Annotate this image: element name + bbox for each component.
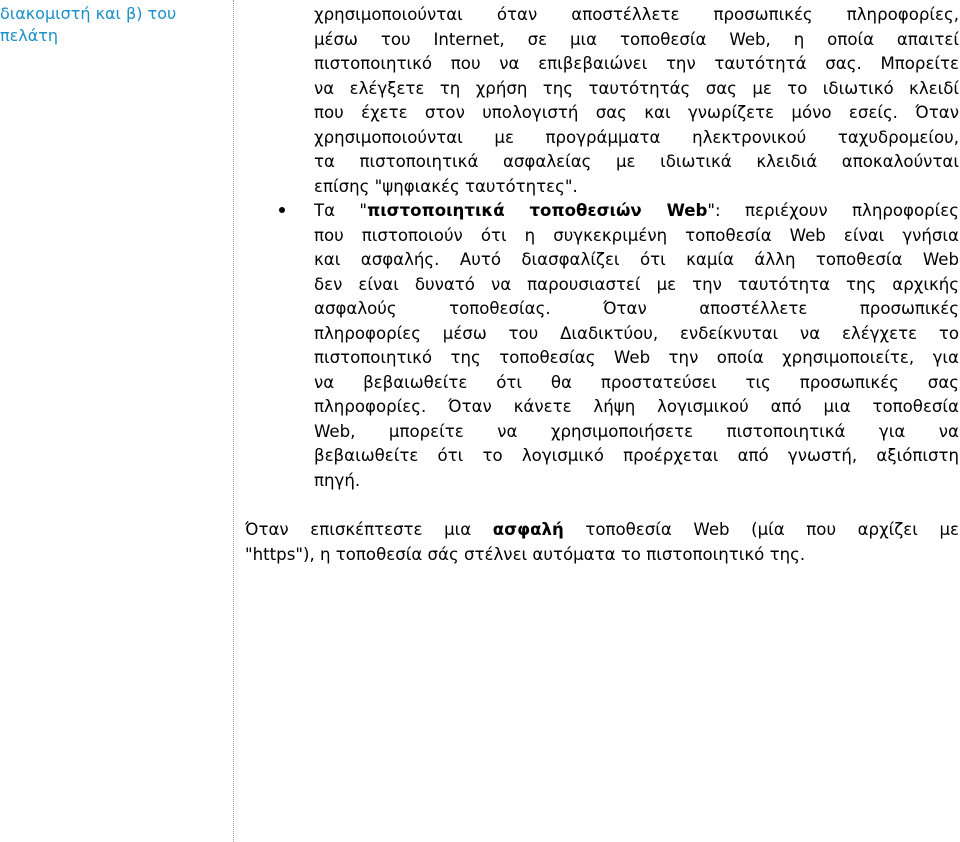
closing-paragraph: [245, 518, 959, 567]
text-line: "https"), η τοποθεσία σάς στέλνει αυτόματα το πιστοποιητικό της.: [245, 544, 806, 564]
text-line: πηγή.: [314, 470, 361, 490]
secure-term: ασφαλή: [492, 520, 564, 539]
term-suffix: ": περιέχουν πληροφορίες: [707, 201, 959, 220]
column-divider: [233, 0, 234, 842]
text-line: πληροφορίες. Όταν κάνετε λήψη λογισμικού από μια τοποθεσία: [314, 397, 959, 416]
text-line: τα πιστοποιητικά ασφαλείας με ιδιωτικά κλειδιά αποκαλούνται: [314, 152, 959, 171]
website-certificates-term: πιστοποιητικά τοποθεσιών Web: [367, 201, 708, 220]
text-line: δεν είναι δυνατό να παρουσιαστεί με την ταυτότητα της αρχικής: [314, 274, 959, 294]
text-line: και ασφαλής. Αυτό διασφαλίζει ότι καμία άλλη τοποθεσία Web: [314, 250, 959, 269]
text-line: [245, 518, 959, 543]
sidebar-note-line: πελάτη: [0, 26, 59, 45]
text-line: Web, μπορείτε να χρησιμοποιήσετε πιστοποιητικά για να: [314, 421, 959, 441]
text-line: ασφαλούς τοποθεσίας. Όταν αποστέλλετε προσωπικές: [314, 299, 959, 318]
text-line: βεβαιωθείτε ότι το λογισμικό προέρχεται από γνωστή, αξιόπιστη: [314, 446, 959, 465]
sidebar-note: [0, 3, 200, 47]
text-line: [314, 199, 959, 224]
text-line: πιστοποιητικό που να επιβεβαιώνει την ταυτότητά σας. Μπορείτε: [314, 54, 959, 73]
closing-prefix: Όταν επισκέπτεστε μια: [245, 520, 493, 539]
website-certificates-item: [245, 199, 959, 493]
text-line: μέσω του Internet, σε μια τοποθεσία Web, η οποία απαιτεί: [314, 29, 959, 49]
text-line: που πιστοποιούν ότι η συγκεκριμένη τοποθεσία Web είναι γνήσια: [314, 225, 959, 245]
closing-suffix: τοποθεσία Web (μία που αρχίζει με: [563, 520, 959, 539]
text-line: να βεβαιωθείτε ότι θα προστατεύσει τις προσωπικές σας: [314, 372, 959, 392]
text-line: να ελέγξετε τη χρήση της ταυτότητάς σας με το ιδιωτικό κλειδί: [314, 78, 959, 98]
personal-certificates-item: [245, 3, 959, 199]
text-line: χρησιμοποιούνται με προγράμματα ηλεκτρονικού ταχυδρομείου,: [314, 127, 959, 147]
text-line: πιστοποιητικό της τοποθεσίας Web την οποία χρησιμοποιείτε, για: [314, 348, 959, 367]
text-line: χρησιμοποιούνται όταν αποστέλλετε προσωπικές πληροφορίες,: [314, 5, 959, 24]
document-body: [245, 3, 959, 567]
sidebar-note-line: διακομιστή και β) του: [0, 4, 177, 23]
certificate-type-list: [245, 3, 959, 493]
text-line: επίσης "ψηφιακές ταυτότητες".: [314, 176, 578, 196]
text-line: που έχετε στον υπολογιστή σας και γνωρίζετε μόνο εσείς. Όταν: [314, 103, 959, 122]
text-line: πληροφορίες μέσω του Διαδικτύου, ενδείκνυται να ελέγχετε το: [314, 323, 959, 343]
term-prefix: Τα ": [314, 201, 368, 220]
